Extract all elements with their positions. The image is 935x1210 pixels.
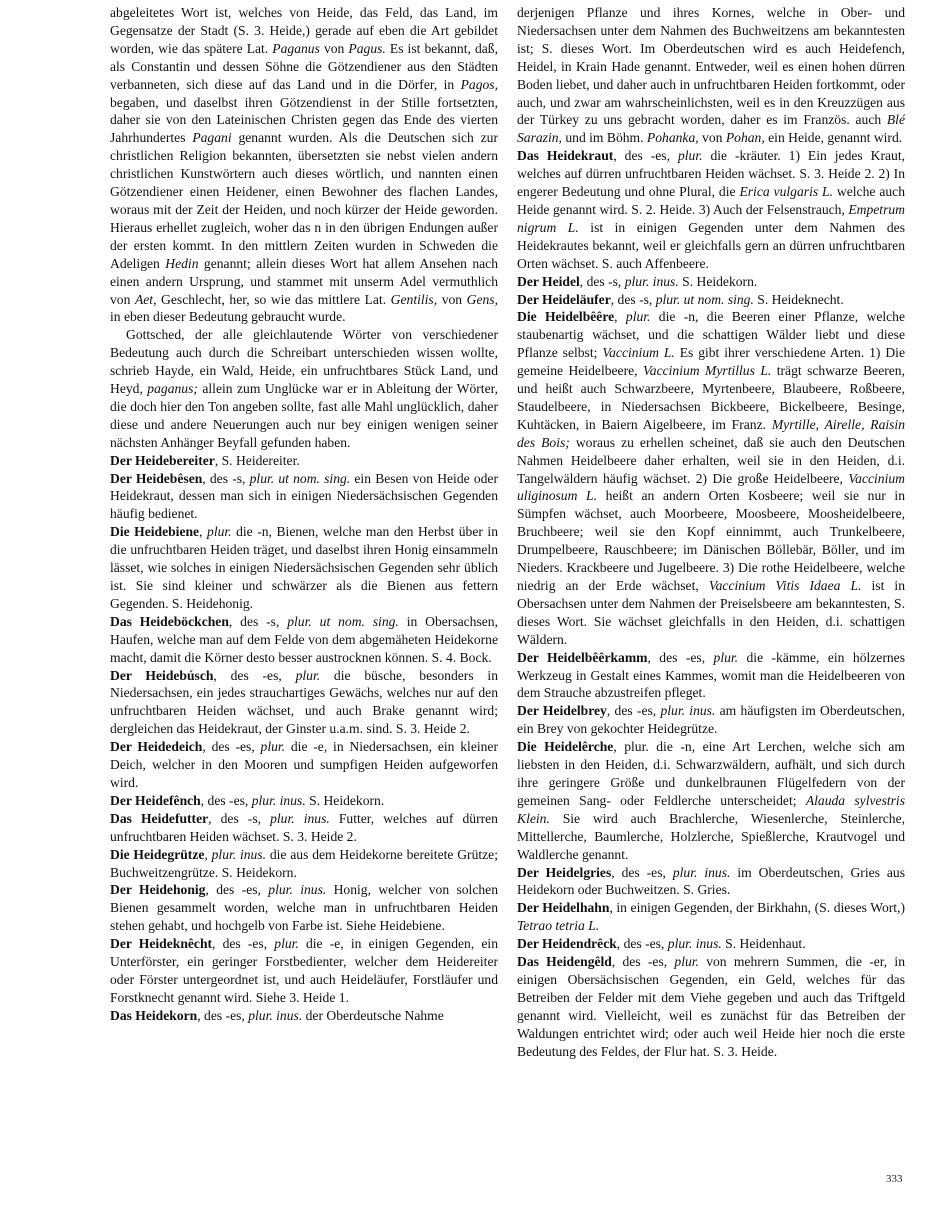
dictionary-entry: Der Heidebêsen, des -s, plur. ut nom. sing. ein Besen von Heide oder Heidekraut, dessen man sich in einigen Niedersächsischen Gegenden häufig bedienet. (110, 470, 498, 522)
dictionary-entry: Der Heidedeich, des -es, plur. die -e, in Niedersachsen, ein kleiner Deich, welcher in den Mooren und sumpfigen Heiden aufgeworfen wird. (110, 739, 498, 790)
dictionary-entry: Das Heidekorn, des -es, plur. inus. der Oberdeutsche Nahme (110, 1007, 444, 1023)
dictionary-entry: Die Heidebiene, plur. die -n, Bienen, welche man den Herbst über in die unfruchtbaren Heiden träget, und daselbst ihren Honig einsammeln lässet, wie solches in einigen Niedersächsischen Gegenden sehr üblich ist. Sie sind kleiner und schwärzer als die Bienen aus fettern Gegenden. S. Heidehonig. (110, 524, 499, 611)
dictionary-entry: Das Heidekraut, des -es, plur. die -kräuter. 1) Ein jedes Kraut, welches auf dürren unfruchtbaren Heiden wächset. S. 3. Heide 2. 2) In engerer Bedeutung und ohne Plural, die Erica vulgaris L. welche auch Heide genannt wird. S. 2. Heide. 3) Auch der Felsenstrauch, Empetrum nigrum L. ist in einigen Gegenden unter dem Nahmen des Heidekrautes bekannt, weil er gleichfalls gern an dürren unfruchtbaren Orten wächset. S. auch Affenbeere. (517, 148, 906, 271)
dictionary-entry: Der Heideläufer, des -s, plur. ut nom. sing. S. Heideknecht. (517, 291, 844, 307)
dictionary-entry: Der Heidelbêêrkamm, des -es, plur. die -kämme, ein hölzernes Werkzeug in Gestalt eines Kammes, womit man die Heidelbeeren von dem Strauche abzustreifen pfleget. (517, 649, 905, 701)
dictionary-entry: Der Heidendrêck, des -es, plur. inus. S. Heidenhaut. (517, 936, 806, 952)
dictionary-entry: Der Heidebúsch, des -es, plur. die büsche, besonders in Niedersachsen, ein jedes strauchartiges Gewächs, welches nur auf den unfruchtbaren Heiden wächset, und auch Brake genannt wird; dergleichen das Heidekraut, der Ginster u.a.m. sind. S. 3. Heide 2. (110, 667, 498, 737)
dictionary-entry: Das Heidefutter, des -s, plur. inus. Futter, welches auf dürren unfruchtbaren Heiden wächset. S. 3. Heide 2. (110, 810, 498, 844)
dictionary-entry: Das Heideböckchen, des -s, plur. ut nom. sing. in Obersachsen, Haufen, welche man auf dem Felde von dem abgemäheten Heidekorne macht, damit die Körner desto besser austrocknen können. S. 4. Bock. (110, 613, 498, 665)
left-column (110, 4, 498, 1025)
dictionary-entry: Das Heidengêld, des -es, plur. von mehrern Summen, die -er, in einigen Obersächsischen Gegenden, ein Geld, welches für das Betreiben der Felder mit dem Viehe gegeben und auch das Triftgeld genannt wird. Vielleicht, weil es zunächst für das Betreiben der Waldungen entrichtet wird; oder auch weil Heide hier noch die erste Bedeutung des Feldes, der Flur hat. S. 3. Heide. (517, 954, 905, 1059)
dictionary-entry: Der Heidehonig, des -es, plur. inus. Honig, welcher von solchen Bienen gesammelt worden, welche man in unfruchtbaren Heiden stehen gehabt, und hochgelb von Farbe ist. Siehe Heidebiene. (110, 882, 498, 934)
dictionary-entry: Der Heideknêcht, des -es, plur. die -e, in einigen Gegenden, ein Unterförster, ein geringer Forstbedienter, welcher dem Heidereiter oder Förster untergeordnet ist, und auch Heideläufer, Forstläufer und Forstknecht genannt wird. Siehe 3. Heide 1. (110, 936, 498, 1005)
dictionary-entry: Die Heidelbêêre, plur. die -n, die Beeren einer Pflanze, welche staubenartig wächset, und die schattigen Wälder liebt und diese Pflanze selbst; Vaccinium L. Es gibt ihrer verschiedene Arten. 1) Die gemeine Heidelbeere, Vaccinium Myrtillus L. trägt schwarze Beeren, und heißt auch Schwarzbeere, Myrtenbeere, Blaubeere, Roßbeere, Staudelbeere, in Niedersachsen Bickbeere, Bickelbeere, Besinge, Kuhtäcken, in Baiern Aigelbeere, im Franz. Myrtille, Airelle, Raisin des Bois; woraus zu erhellen scheinet, daß sie auch den Deutschen Nahmen Heidelbeere daher erhalten, weil sie in den Heiden, d.i. Tangelwäldern häufig wächset. 2) Die große Heidelbeere, Vaccinium uliginosum L. heißt an andern Orten Kosbeere; weil sie nur in Sümpfen wächset, auch Moorbeere, Moosbeere, Moosheidelbeere, Bruchbeere; weil sie den Kopf einnimmt, auch Trunkelbeere, Drumpelbeere, Rauschbeere; im Dänischen Böllebär, Böller, und im Nieders. Krackbeere und Jugelbeere. 3) Die rothe Heidelbeere, welche niedrig an der Erde wächset, Vaccinium Vitis Idaea L. ist in Obersachsen unter dem Nahmen der Preiselsbeere am bekanntesten, S. dieses Wort. Sie wächset gleichfalls in den Heiden, d.i. schattigen Wäldern. (517, 309, 906, 647)
dictionary-entry: Die Heidelêrche, plur. die -n, eine Art Lerchen, welche sich am liebsten in den Heiden, d.i. Schwarzwäldern, aufhält, und sich durch ihre geringere Größe und dunkelbraunen Flügelfedern von der gemeinen Sang- oder Feldlerche unterscheidet; Alauda sylvestris Klein. Sie wird auch Brachlerche, Wiesenlerche, Steinlerche, Mittellerche, Baumlerche, Holzlerche, Spießlerche, Krautvogel und Waldlerche genannt. (517, 739, 905, 862)
dictionary-entry: Der Heidelbrey, des -es, plur. inus. am häufigsten im Oberdeutschen, ein Brey von gekochter Heidegrütze. (517, 703, 905, 737)
paragraph: derjenigen Pflanze und ihres Kornes, welche in Ober- und Niedersachsen unter dem Nahmen des Buchweitzens am bekanntesten ist; S. dieses Wort. Im Oberdeutschen wird es auch Heidefench, Heidel, in Krain Hade genannt. Entweder, weil es einen hohen dürren Boden liebet, und daher auch in unfruchtbaren Heiden fortkommt, oder auch, und zwar am wahrscheinlichsten, weil es in den Kreuzzügen aus der Türkey zu uns gebracht worden, daher es im Französ. auch Blé Sarazin, und im Böhm. Pohanka, von Pohan, ein Heide, genannt wird. (517, 5, 905, 146)
dictionary-entry: Der Heidelgries, des -es, plur. inus. im Oberdeutschen, Gries aus Heidekorn oder Buchweitzen. S. Gries. (517, 864, 905, 898)
dictionary-entry: Der Heidefênch, des -es, plur. inus. S. Heidekorn. (110, 792, 385, 808)
dictionary-entry: Die Heidegrütze, plur. inus. die aus dem Heidekorne bereitete Grütze; Buchweitzengrütze. S. Heidekorn. (110, 846, 498, 880)
dictionary-entry: Der Heidelhahn, in einigen Gegenden, der Birkhahn, (S. dieses Wort,) Tetrao tetria L. (517, 900, 905, 934)
dictionary-entry: Der Heidebereiter, S. Heidereiter. (110, 452, 300, 468)
dictionary-entry: Der Heidel, des -s, plur. inus. S. Heidekorn. (517, 273, 758, 289)
right-column (517, 4, 905, 1060)
page-number: 333 (886, 1173, 903, 1185)
paragraph: Gottsched, der alle gleichlautende Wörter von verschiedener Bedeutung auch durch die Schreibart unterschieden wissen wollte, schrieb Hayde, ein Wald, Heide, ein unfruchtbares Stück Land, und Heyd, paganus; allein zum Unglücke war er in Ableitung der Wörter, die doch hier den Ton angeben sollte, fast alle Mahl unglücklich, daher diese und andere Neuerungen auch nur bey einigen wenigen seiner nächsten Anhänger Beyfall gefunden haben. (110, 327, 498, 450)
paragraph: abgeleitetes Wort ist, welches von Heide, das Feld, das Land, im Gegensatze der Stadt (S. 3. Heide,) gerade auf eben die Art gebildet worden, wie das spätere Lat. Paganus von Pagus. Es ist bekannt, daß, als Constantin und dessen Söhne die Götzendiener aus den Städten verbanneten, sich diese auf das Land und in die Dörfer, in Pagos, begaben, und daselbst ihren Götzendienst in der Stille fortsetzten, daher sie von den Lateinischen Christen gegen das Ende des vierten Jahrhundertes Pagani genannt wurden. Als die Deutschen sich zur christlichen Religion bekannten, übersetzten sie nebst vielen andern christlichen Kunstwörtern auch dieses wörtlich, und nannten einen Götzendiener einen Heidener, einen Bewohner des flachen Landes, woraus mit der Zeit der Heiden, und noch kürzer der Heide geworden. Hieraus erhellet zugleich, woher das n in den übrigen Endungen außer der ersten kommt. In den mittlern Zeiten wurden in Schweden die Adeligen Hedin genannt; allein dieses Wort hat allem Ansehen nach einen andern Ursprung, und stammet mit unserm Adel vermuthlich von Aet, Geschlecht, her, so wie das mittlere Lat. Gentilis, von Gens, in eben dieser Bedeutung gebraucht wurde. (110, 5, 498, 325)
